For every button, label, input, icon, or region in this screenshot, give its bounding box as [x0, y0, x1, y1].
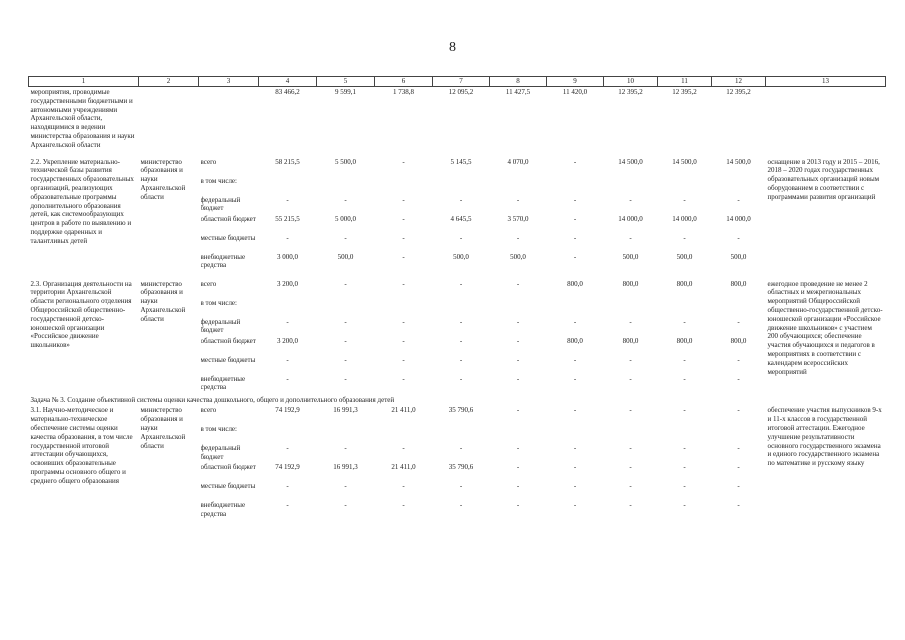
header-row: [29, 77, 886, 87]
value-cell: 1 738,8: [393, 88, 414, 96]
funding-source: внебюджетные средства: [200, 374, 246, 392]
value-cell: 12 395,2: [672, 88, 697, 96]
measure-description: 2.2. Укрепление материально-технической базы развития государственных образовательных организаций, реализующих образовательные программы дополнительного образования детей, как системообразующих центров в работе по выявлению и поддержке одаренных и талантливых детей: [30, 157, 134, 245]
value-column: 800,0 - 800,0 - -: [622, 279, 639, 383]
value-column: - - - - -: [573, 157, 577, 261]
measure-description: 2.3. Организация деятельности на территории Архангельской области регионального отделения Общероссийской общественно-государственной детско-юношеской организации «Российское движение школьников»: [30, 279, 132, 350]
value-column: 800,0 - 800,0 - -: [676, 279, 693, 383]
measure-description: 3.1. Научно-методическое и материально-техническое обеспечение системы оценки качества образования, в том числе государственной итоговой аттестации обучающихся, освоивших образовательные программы основного общего и среднего общего образования: [30, 406, 133, 485]
col-header-11: 11: [658, 77, 712, 87]
funding-source: в том числе:: [200, 425, 237, 434]
table-row: [29, 405, 886, 521]
value-column: 16 991,3 - 16 991,3 - -: [333, 406, 358, 510]
funding-source: федеральный бюджет: [200, 444, 241, 462]
program-table: [28, 76, 886, 521]
funding-source: внебюджетные средства: [200, 501, 246, 519]
executor-cell: министерство образования и науки Архангельской области: [140, 406, 186, 450]
funding-source: областной бюджет: [200, 336, 256, 345]
col-header-5: 5: [317, 77, 375, 87]
value-column: - - - - -: [683, 406, 686, 510]
funding-source: всего: [200, 406, 217, 415]
col-header-2: 2: [139, 77, 199, 87]
funding-source: внебюджетные средства: [200, 252, 246, 270]
funding-source: областной бюджет: [200, 463, 256, 472]
value-column: - - - - -: [402, 157, 405, 261]
value-column: 4 070,0 - 3 570,0 - 500,0: [507, 157, 529, 261]
funding-source: местные бюджеты: [200, 355, 256, 364]
value-cell: 11 420,0: [562, 88, 588, 96]
value-column: 35 790,6 - 35 790,6 - -: [448, 406, 474, 510]
funding-source: местные бюджеты: [200, 482, 256, 491]
value-cell: 12 095,2: [448, 88, 474, 96]
value-column: - - - - -: [516, 279, 520, 383]
value-column: - - - - -: [737, 406, 740, 510]
value-column: 14 500,0 - 14 000,0 - 500,0: [726, 157, 751, 261]
value-column: 5 500,0 - 5 000,0 - 500,0: [335, 157, 356, 261]
funding-source: всего: [200, 279, 217, 288]
funding-source-cell: [199, 157, 259, 273]
value-cell: 11 427,5: [505, 88, 531, 96]
col-header-4: 4: [259, 77, 317, 87]
col-header-7: 7: [433, 77, 490, 87]
col-header-1: 1: [29, 77, 139, 87]
page-number: 8: [449, 40, 456, 55]
col-header-9: 9: [547, 77, 604, 87]
executor-cell: министерство образования и науки Архангельской области: [140, 279, 186, 323]
col-header-3: 3: [199, 77, 259, 87]
funding-source: областной бюджет: [200, 214, 256, 223]
value-cell: 12 395,2: [618, 88, 643, 96]
value-column: 74 192,9 - 74 192,9 - -: [275, 406, 300, 510]
value-column: 800,0 - 800,0 - -: [730, 279, 747, 383]
funding-source: в том числе:: [200, 298, 237, 307]
task-heading: Задача № 3. Создание объективной системы оценки качества дошкольного, общего и дополнительного образования детей: [30, 395, 395, 404]
funding-source: всего: [200, 157, 217, 166]
value-column: 14 500,0 - 14 000,0 - 500,0: [618, 157, 643, 261]
value-column: - - - - -: [459, 279, 463, 383]
value-column: 3 200,0 - 3 200,0 - -: [277, 279, 298, 383]
value-column: - - - - -: [344, 279, 347, 383]
value-column: 800,0 - 800,0 - -: [567, 279, 583, 383]
funding-source-cell: [199, 279, 259, 395]
table-row: [29, 157, 886, 273]
executor-cell: министерство образования и науки Архангельской области: [140, 157, 186, 201]
funding-source: в том числе:: [200, 176, 237, 185]
value-column: - - - - -: [573, 406, 577, 510]
value-column: 21 411,0 - 21 411,0 - -: [391, 406, 416, 510]
value-column: 58 215,5 - 55 215,5 - 3 000,0: [275, 157, 300, 261]
col-header-6: 6: [375, 77, 433, 87]
expected-result: оснащение в 2013 году и 2015 – 2016, 2018 – 2020 годах государственных образовательных организаций новым оборудованием в соответствии с программами развития организаций: [767, 157, 880, 201]
col-header-8: 8: [490, 77, 547, 87]
value-column: 5 145,5 - 4 645,5 - 500,0: [450, 157, 472, 261]
col-header-12: 12: [712, 77, 766, 87]
table-row: [29, 87, 886, 151]
col-header-10: 10: [604, 77, 658, 87]
funding-source: местные бюджеты: [200, 233, 256, 242]
expected-result: ежегодное проведение не менее 2 областных и межрегиональных мероприятий Общероссийской общественно-государственной детско-юношеской организации «Российское движение школьников» с участием 200 обучающихся; обеспечение участия обучающихся и педагогов в мероприятиях в соответствии с календарем всероссийских мероприятий: [767, 279, 883, 376]
value-cell: 83 466,2: [275, 88, 300, 96]
funding-source: федеральный бюджет: [200, 195, 241, 213]
expected-result: обеспечение участия выпускников 9-х и 11-х классов в государственной итоговой аттестации. Ежегодное улучшение результативности основного государственного экзамена и единого государственного экзамена по математике и русскому языку: [767, 406, 882, 468]
value-column: - - - - -: [402, 279, 405, 383]
col-header-13: 13: [766, 77, 886, 87]
value-column: - - - - -: [516, 406, 520, 510]
value-column: - - - - -: [629, 406, 632, 510]
value-column: 14 500,0 - 14 000,0 - 500,0: [672, 157, 697, 261]
value-cell: 12 395,2: [726, 88, 751, 96]
task-row: [29, 395, 886, 406]
funding-source: федеральный бюджет: [200, 317, 241, 335]
measure-description: мероприятия, проводимые государственными бюджетными и автономными учреждениями Архангельской области, находящимися в ведении министерства образования и науки Архангельской области: [30, 88, 135, 149]
table-row: [29, 279, 886, 395]
value-cell: 9 599,1: [335, 88, 356, 96]
funding-source-cell: [199, 405, 259, 521]
